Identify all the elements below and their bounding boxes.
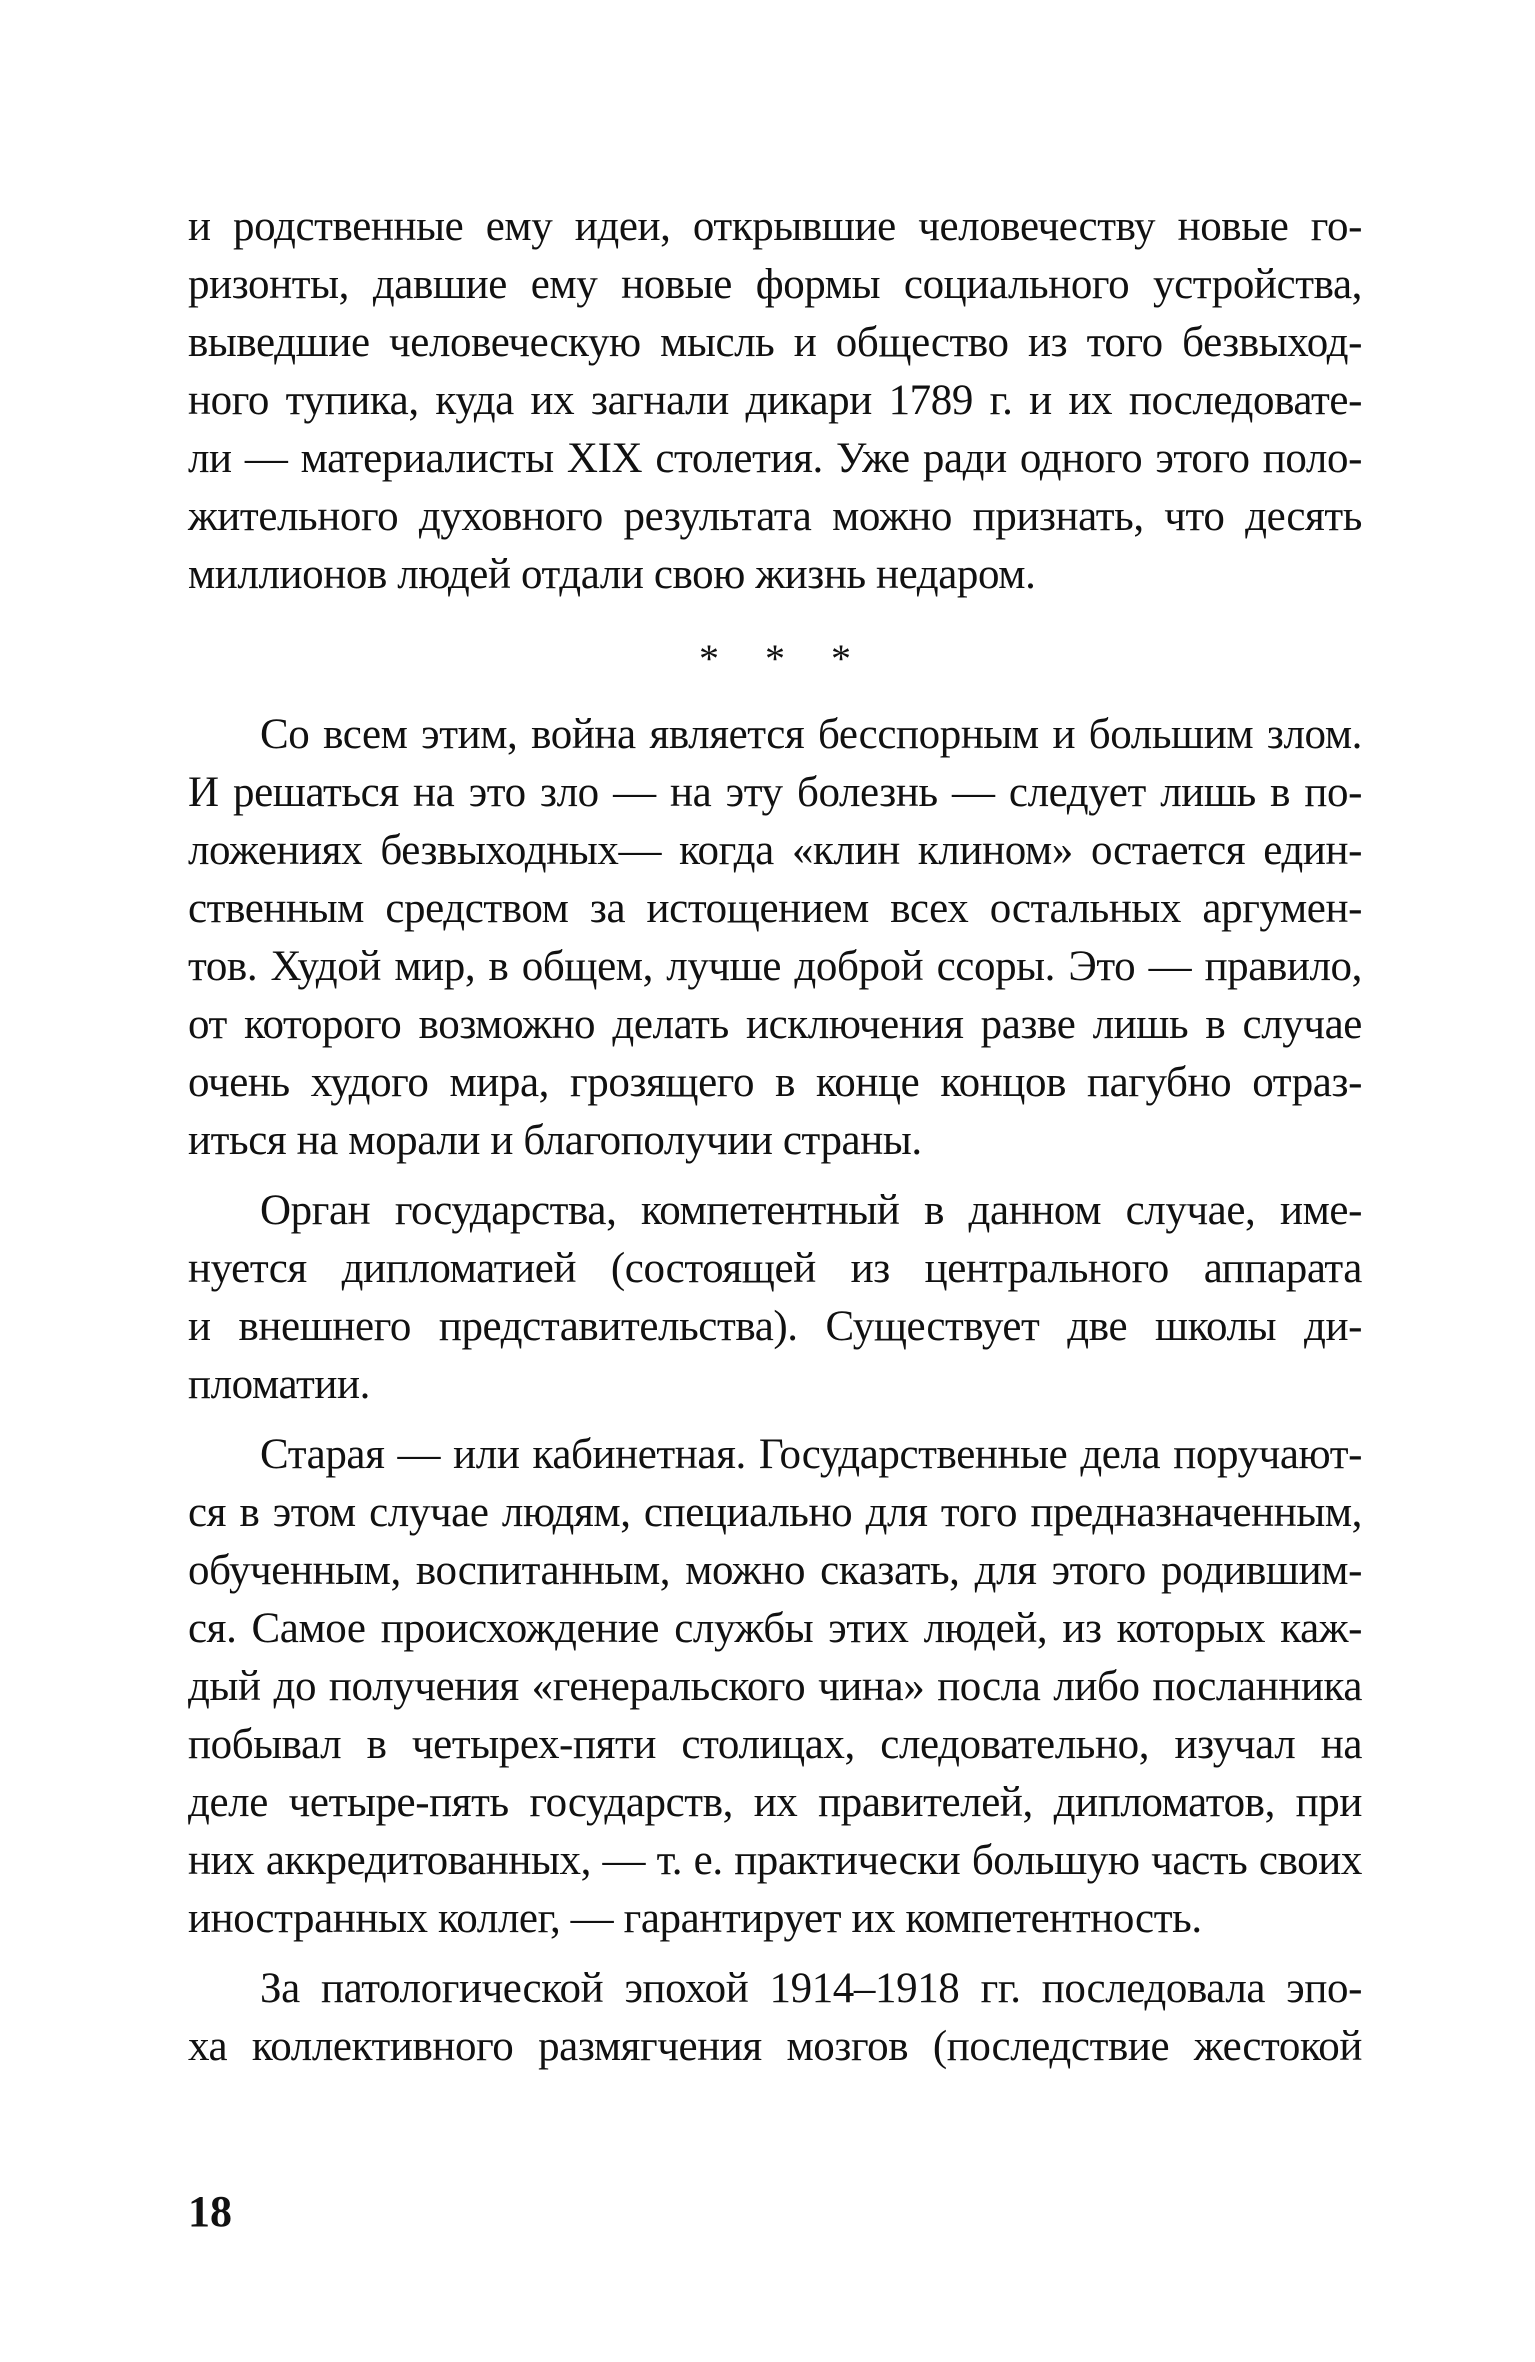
text-line: очень худого мира, грозящего в конце концов пагубно отраз-	[188, 1059, 1362, 1106]
paragraph-continuation	[188, 198, 1362, 604]
text-line: миллионов людей отдали свою жизнь недаром.	[188, 551, 1036, 598]
text-line: ха коллективного размягчения мозгов (последствие жестокой	[188, 2023, 1362, 2070]
text-line: жительного духовного результата можно признать, что десять	[188, 493, 1362, 540]
text-line: и внешнего представительства). Существует две школы ди-	[188, 1303, 1362, 1350]
text-line: выведшие человеческую мысль и общество из того безвыход-	[188, 319, 1362, 366]
section-separator: * * *	[699, 636, 869, 681]
paragraph	[188, 1182, 1362, 1414]
text-line: Орган государства, компетентный в данном случае, име-	[260, 1187, 1362, 1234]
text-line: За патологической эпохой 1914–1918 гг. последовала эпо-	[260, 1965, 1362, 2012]
text-line: тов. Худой мир, в общем, лучше доброй ссоры. Это — правило,	[188, 943, 1362, 990]
text-line: них аккредитованных, — т. е. практически большую часть своих	[188, 1837, 1362, 1884]
text-line: и родственные ему идеи, открывшие человечеству новые го-	[188, 203, 1362, 250]
text-line: иться на морали и благополучии страны.	[188, 1117, 922, 1164]
text-line: ложениях безвыходных— когда «клин клином» остается един-	[188, 827, 1362, 874]
text-line: ризонты, давшие ему новые формы социального устройства,	[188, 261, 1362, 308]
text-line: обученным, воспитанным, можно сказать, для этого родившим-	[188, 1547, 1362, 1594]
text-line: нуется дипломатией (состоящей из центрального аппарата	[188, 1245, 1362, 1292]
text-line: ного тупика, куда их загнали дикари 1789 г. и их последовате-	[188, 377, 1362, 424]
text-line: Старая — или кабинетная. Государственные дела поручают-	[260, 1431, 1362, 1478]
text-line: иностранных коллег, — гарантирует их компетентность.	[188, 1895, 1202, 1942]
paragraph	[188, 1960, 1362, 2076]
text-line: Со всем этим, война является бесспорным и большим злом.	[260, 711, 1362, 758]
text-line: от которого возможно делать исключения разве лишь в случае	[188, 1001, 1362, 1048]
text-line: побывал в четырех-пяти столицах, следовательно, изучал на	[188, 1721, 1362, 1768]
text-line: ли — материалисты XIX столетия. Уже ради одного этого поло-	[188, 435, 1362, 482]
text-line: дый до получения «генеральского чина» посла либо посланника	[188, 1663, 1362, 1710]
text-line: пломатии.	[188, 1361, 371, 1408]
text-line: деле четыре-пять государств, их правителей, дипломатов, при	[188, 1779, 1362, 1826]
paragraph	[188, 1426, 1362, 1948]
text-line: ственным средством за истощением всех остальных аргумен-	[188, 885, 1362, 932]
paragraph	[188, 706, 1362, 1170]
text-line: ся в этом случае людям, специально для того предназначенным,	[188, 1489, 1362, 1536]
text-line: И решаться на это зло — на эту болезнь — следует лишь в по-	[188, 769, 1362, 816]
body-text	[188, 198, 1362, 2076]
text-line: ся. Самое происхождение службы этих людей, из которых каж-	[188, 1605, 1362, 1652]
page-number: 18	[188, 2187, 232, 2236]
